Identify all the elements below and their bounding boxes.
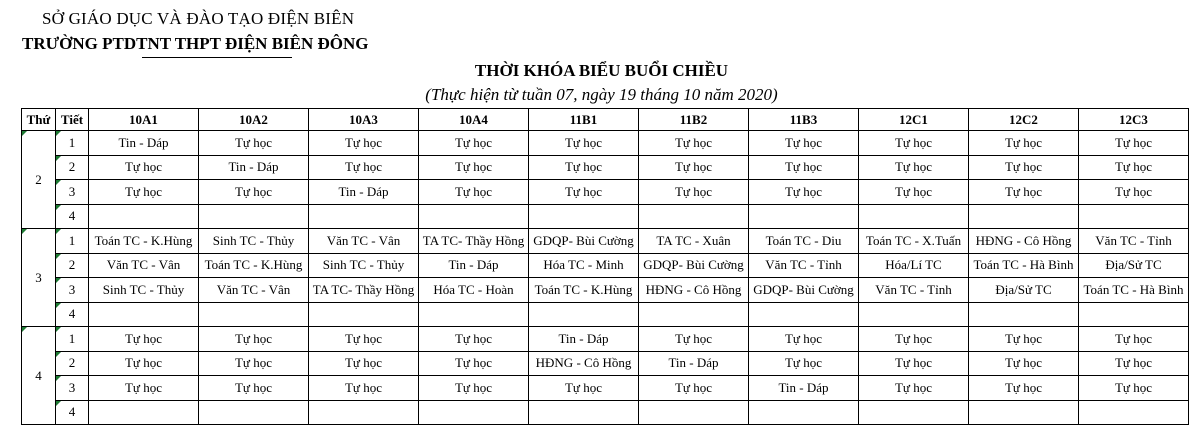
lesson-cell: Toán TC - Diu xyxy=(749,229,859,254)
lesson-cell xyxy=(859,204,969,229)
lesson-cell: Tự học xyxy=(1079,180,1189,205)
table-row xyxy=(22,204,1189,229)
period-cell: 2 xyxy=(56,155,89,180)
lesson-cell xyxy=(199,302,309,327)
header-class-10a2: 10A2 xyxy=(199,109,309,131)
lesson-cell xyxy=(89,400,199,425)
period-cell: 4 xyxy=(56,204,89,229)
lesson-cell: Văn TC - Vân xyxy=(309,229,419,254)
lesson-cell xyxy=(199,204,309,229)
lesson-cell: Tự học xyxy=(749,131,859,156)
lesson-cell: Tự học xyxy=(969,155,1079,180)
lesson-cell: Văn TC - Vân xyxy=(199,278,309,303)
lesson-cell: Tin - Dáp xyxy=(89,131,199,156)
lesson-cell: Toán TC - K.Hùng xyxy=(89,229,199,254)
lesson-cell: Tự học xyxy=(969,131,1079,156)
lesson-cell: HĐNG - Cô Hồng xyxy=(639,278,749,303)
lesson-cell: Toán TC - Hà Bình xyxy=(969,253,1079,278)
period-cell: 3 xyxy=(56,180,89,205)
header-underline xyxy=(142,57,292,58)
lesson-cell: Tự học xyxy=(749,155,859,180)
lesson-cell: Tự học xyxy=(309,351,419,376)
lesson-cell: Văn TC - Tỉnh xyxy=(1079,229,1189,254)
lesson-cell xyxy=(309,204,419,229)
lesson-cell xyxy=(529,302,639,327)
lesson-cell xyxy=(529,400,639,425)
header-class-11b1: 11B1 xyxy=(529,109,639,131)
lesson-cell: Tự học xyxy=(309,376,419,401)
lesson-cell: GDQP- Bùi Cường xyxy=(749,278,859,303)
lesson-cell: Văn TC - Tỉnh xyxy=(859,278,969,303)
lesson-cell: TA TC - Xuân xyxy=(639,229,749,254)
lesson-cell xyxy=(859,302,969,327)
lesson-cell xyxy=(639,302,749,327)
header-class-11b2: 11B2 xyxy=(639,109,749,131)
day-cell: 4 xyxy=(22,327,56,425)
table-row xyxy=(22,376,1189,401)
lesson-cell xyxy=(639,400,749,425)
lesson-cell: Sinh TC - Thủy xyxy=(309,253,419,278)
school-name: TRƯỜNG PTDTNT THPT ĐIỆN BIÊN ĐÔNG xyxy=(22,34,369,53)
lesson-cell: Tự học xyxy=(529,180,639,205)
lesson-cell: Tự học xyxy=(89,351,199,376)
period-cell: 1 xyxy=(56,327,89,352)
lesson-cell: Toán TC - Hà Bình xyxy=(1079,278,1189,303)
day-cell: 2 xyxy=(22,131,56,229)
period-cell: 2 xyxy=(56,253,89,278)
lesson-cell xyxy=(969,302,1079,327)
lesson-cell: Tin - Dáp xyxy=(199,155,309,180)
lesson-cell: Tự học xyxy=(309,327,419,352)
lesson-cell: GDQP- Bùi Cường xyxy=(639,253,749,278)
lesson-cell: Toán TC - K.Hùng xyxy=(199,253,309,278)
lesson-cell: Tự học xyxy=(969,327,1079,352)
lesson-cell xyxy=(639,204,749,229)
lesson-cell: Tự học xyxy=(749,180,859,205)
lesson-cell: HĐNG - Cô Hồng xyxy=(969,229,1079,254)
page-subtitle: (Thực hiện từ tuần 07, ngày 19 tháng 10 năm 2020) xyxy=(425,85,778,104)
lesson-cell xyxy=(529,204,639,229)
lesson-cell: Tự học xyxy=(859,155,969,180)
lesson-cell: Tin - Dáp xyxy=(309,180,419,205)
lesson-cell: HĐNG - Cô Hồng xyxy=(529,351,639,376)
lesson-cell: Tự học xyxy=(419,351,529,376)
lesson-cell: Tự học xyxy=(1079,327,1189,352)
department-name: SỞ GIÁO DỤC VÀ ĐÀO TẠO ĐIỆN BIÊN xyxy=(42,9,355,28)
table-row xyxy=(22,351,1189,376)
header-row xyxy=(22,109,1189,131)
timetable xyxy=(21,108,1189,425)
table-row xyxy=(22,180,1189,205)
lesson-cell xyxy=(749,400,859,425)
lesson-cell: Toán TC - X.Tuấn xyxy=(859,229,969,254)
lesson-cell: Tự học xyxy=(419,180,529,205)
lesson-cell xyxy=(89,204,199,229)
lesson-cell: Tự học xyxy=(639,180,749,205)
lesson-cell xyxy=(419,302,529,327)
lesson-cell xyxy=(309,302,419,327)
lesson-cell: Tự học xyxy=(199,327,309,352)
lesson-cell: Tự học xyxy=(89,180,199,205)
lesson-cell: Tin - Dáp xyxy=(529,327,639,352)
period-cell: 3 xyxy=(56,278,89,303)
lesson-cell: Tự học xyxy=(859,351,969,376)
lesson-cell xyxy=(859,400,969,425)
table-row xyxy=(22,278,1189,303)
lesson-cell: Tự học xyxy=(199,376,309,401)
lesson-cell xyxy=(969,204,1079,229)
lesson-cell: Tự học xyxy=(859,131,969,156)
table-row xyxy=(22,253,1189,278)
lesson-cell: Tự học xyxy=(199,351,309,376)
lesson-cell: Địa/Sử TC xyxy=(1079,253,1189,278)
lesson-cell: Tự học xyxy=(969,351,1079,376)
lesson-cell: Tự học xyxy=(749,327,859,352)
lesson-cell: Tự học xyxy=(1079,131,1189,156)
table-row xyxy=(22,327,1189,352)
lesson-cell: Tự học xyxy=(529,155,639,180)
lesson-cell: Tự học xyxy=(419,131,529,156)
page-title: THỜI KHÓA BIỂU BUỔI CHIỀU xyxy=(474,61,729,80)
lesson-cell: GDQP- Bùi Cường xyxy=(529,229,639,254)
period-cell: 3 xyxy=(56,376,89,401)
lesson-cell: Tự học xyxy=(639,131,749,156)
header-class-11b3: 11B3 xyxy=(749,109,859,131)
lesson-cell: Tự học xyxy=(89,376,199,401)
lesson-cell: TA TC- Thầy Hồng xyxy=(419,229,529,254)
lesson-cell: Văn TC - Vân xyxy=(89,253,199,278)
header-day: Thứ xyxy=(22,109,56,131)
table-row xyxy=(22,400,1189,425)
lesson-cell: Tự học xyxy=(859,327,969,352)
table-row xyxy=(22,229,1189,254)
lesson-cell: Tự học xyxy=(529,131,639,156)
lesson-cell: Toán TC - K.Hùng xyxy=(529,278,639,303)
lesson-cell: Hóa TC - Hoàn xyxy=(419,278,529,303)
table-row xyxy=(22,131,1189,156)
lesson-cell: Sinh TC - Thủy xyxy=(89,278,199,303)
lesson-cell: Tự học xyxy=(89,155,199,180)
lesson-cell: Tự học xyxy=(419,376,529,401)
lesson-cell: Sinh TC - Thủy xyxy=(199,229,309,254)
lesson-cell: TA TC- Thầy Hồng xyxy=(309,278,419,303)
lesson-cell: Tin - Dáp xyxy=(639,351,749,376)
lesson-cell xyxy=(89,302,199,327)
table-row xyxy=(22,302,1189,327)
lesson-cell: Tự học xyxy=(419,155,529,180)
lesson-cell: Hóa/Lí TC xyxy=(859,253,969,278)
lesson-cell: Tự học xyxy=(639,155,749,180)
header-class-12c3: 12C3 xyxy=(1079,109,1189,131)
lesson-cell xyxy=(1079,204,1189,229)
lesson-cell xyxy=(969,400,1079,425)
lesson-cell xyxy=(1079,302,1189,327)
lesson-cell xyxy=(1079,400,1189,425)
period-cell: 1 xyxy=(56,131,89,156)
lesson-cell xyxy=(309,400,419,425)
header-class-12c2: 12C2 xyxy=(969,109,1079,131)
table-row xyxy=(22,155,1189,180)
lesson-cell xyxy=(419,204,529,229)
lesson-cell: Tự học xyxy=(89,327,199,352)
period-cell: 4 xyxy=(56,400,89,425)
lesson-cell: Tự học xyxy=(419,327,529,352)
header-period: Tiết xyxy=(56,109,89,131)
lesson-cell: Tự học xyxy=(749,351,859,376)
lesson-cell: Tự học xyxy=(639,376,749,401)
lesson-cell: Tự học xyxy=(639,327,749,352)
period-cell: 2 xyxy=(56,351,89,376)
header-class-10a3: 10A3 xyxy=(309,109,419,131)
lesson-cell: Tự học xyxy=(529,376,639,401)
lesson-cell: Tin - Dáp xyxy=(749,376,859,401)
lesson-cell xyxy=(199,400,309,425)
day-cell: 3 xyxy=(22,229,56,327)
header-class-10a4: 10A4 xyxy=(419,109,529,131)
lesson-cell xyxy=(419,400,529,425)
lesson-cell: Văn TC - Tỉnh xyxy=(749,253,859,278)
lesson-cell: Tự học xyxy=(1079,351,1189,376)
lesson-cell: Hóa TC - Minh xyxy=(529,253,639,278)
lesson-cell: Tự học xyxy=(309,155,419,180)
lesson-cell: Tự học xyxy=(199,131,309,156)
lesson-cell: Tự học xyxy=(969,376,1079,401)
lesson-cell: Tự học xyxy=(1079,376,1189,401)
header-class-12c1: 12C1 xyxy=(859,109,969,131)
period-cell: 4 xyxy=(56,302,89,327)
lesson-cell: Tin - Dáp xyxy=(419,253,529,278)
lesson-cell: Tự học xyxy=(969,180,1079,205)
lesson-cell: Tự học xyxy=(859,376,969,401)
lesson-cell: Tự học xyxy=(1079,155,1189,180)
lesson-cell: Tự học xyxy=(309,131,419,156)
lesson-cell xyxy=(749,302,859,327)
lesson-cell: Tự học xyxy=(199,180,309,205)
lesson-cell: Tự học xyxy=(859,180,969,205)
lesson-cell xyxy=(749,204,859,229)
period-cell: 1 xyxy=(56,229,89,254)
header-class-10a1: 10A1 xyxy=(89,109,199,131)
lesson-cell: Địa/Sử TC xyxy=(969,278,1079,303)
